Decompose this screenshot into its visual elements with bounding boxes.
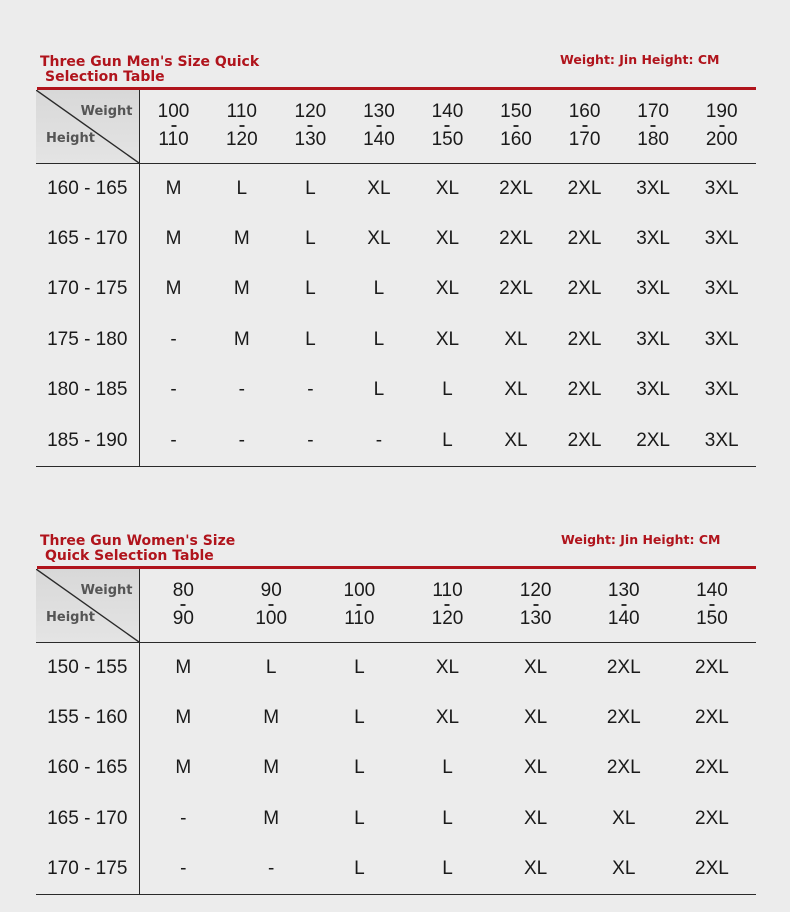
women-title-line1: Three Gun Women's Size [40, 533, 236, 549]
size-cell: - [139, 416, 208, 467]
size-cell: - [208, 416, 277, 467]
weight-from: 90 [260, 580, 282, 602]
weight-from: 100 [157, 101, 190, 123]
men-corner-height-label: Height [46, 130, 95, 146]
weight-to: 160 [500, 129, 532, 151]
size-cell: XL [435, 656, 460, 678]
size-cell: L [315, 844, 403, 895]
men-size-table [36, 90, 756, 467]
women-header-row [36, 569, 756, 642]
size-cell: 2XL [695, 656, 729, 678]
size-cell: - [227, 844, 315, 895]
size-cell: M [165, 227, 182, 249]
weight-to: 170 [568, 129, 601, 151]
height-range-label: 165 - 170 [36, 214, 139, 265]
size-cell: XL [435, 706, 460, 728]
size-cell: XL [367, 227, 391, 249]
weight-to: 130 [294, 129, 327, 151]
size-cell: XL [524, 706, 548, 728]
table-row [36, 365, 756, 416]
weight-from: 80 [172, 580, 194, 602]
size-cell: 3XL [636, 379, 670, 401]
weight-range-header [482, 90, 551, 163]
weight-range-header [315, 569, 403, 642]
size-cell: XL [504, 328, 528, 350]
size-cell: M [233, 278, 250, 300]
size-cell: - [238, 379, 245, 401]
size-cell: 2XL [567, 379, 602, 401]
weight-to: 140 [363, 129, 395, 151]
weight-to: 120 [225, 129, 258, 151]
size-cell: 2XL [567, 227, 602, 249]
weight-range-header [345, 90, 414, 163]
table-row [36, 642, 756, 693]
size-cell: L [354, 656, 365, 678]
men-units-label: Weight: Jin Height: CM [560, 52, 720, 67]
weight-from: 170 [637, 101, 669, 123]
size-cell: M [165, 177, 182, 199]
height-range-label: 160 - 165 [36, 163, 139, 214]
weight-to: 100 [255, 608, 288, 630]
size-cell: L [373, 379, 385, 401]
size-cell: L [305, 278, 316, 300]
size-cell: XL [435, 278, 460, 300]
weight-to: 130 [519, 608, 552, 630]
weight-from: 140 [696, 580, 728, 602]
men-corner-weight-label: Weight [80, 104, 133, 119]
weight-from: 110 [226, 101, 257, 123]
weight-to: 140 [607, 608, 640, 630]
weight-range-header [687, 90, 756, 163]
size-cell: XL [435, 227, 460, 249]
size-cell: L [354, 706, 365, 728]
size-cell: 3XL [704, 227, 739, 249]
weight-from: 190 [705, 101, 738, 123]
size-cell: XL [524, 807, 548, 829]
size-cell: L [413, 416, 482, 467]
weight-from: 120 [519, 580, 552, 602]
size-cell: M [263, 757, 280, 779]
weight-range-header [580, 569, 668, 642]
women-corner-height-label: Height [46, 609, 95, 625]
size-cell: 3XL [636, 227, 670, 249]
size-cell: M [263, 807, 280, 829]
size-cell: 3XL [704, 278, 739, 300]
men-corner-header [36, 90, 139, 163]
size-cell: L [373, 328, 385, 350]
size-cell: L [403, 844, 491, 895]
size-cell: 2XL [695, 706, 729, 728]
size-cell: - [307, 379, 314, 401]
size-cell: L [354, 807, 365, 829]
size-cell: M [175, 656, 192, 678]
size-cell: - [170, 328, 177, 350]
size-cell: XL [435, 328, 460, 350]
size-cell: M [233, 328, 250, 350]
weight-range-header [668, 569, 756, 642]
height-range-label: 185 - 190 [36, 416, 139, 467]
weight-to: 200 [705, 129, 738, 151]
women-corner-header [36, 569, 139, 642]
size-cell: 3XL [687, 416, 756, 467]
size-cell: L [442, 757, 453, 779]
size-cell: 2XL [606, 757, 641, 779]
size-cell: 2XL [567, 328, 602, 350]
weight-to: 150 [696, 608, 728, 630]
size-cell: 2XL [499, 278, 533, 300]
size-cell: - [180, 807, 187, 829]
size-cell: XL [524, 757, 548, 779]
weight-range-header [619, 90, 688, 163]
weight-from: 150 [500, 101, 532, 123]
size-cell: 2XL [567, 177, 602, 199]
size-cell: L [305, 177, 316, 199]
weight-range-header [276, 90, 345, 163]
weight-to: 110 [158, 129, 189, 151]
size-cell: XL [367, 177, 391, 199]
weight-from: 100 [343, 580, 376, 602]
weight-to: 110 [344, 608, 375, 630]
size-cell: 2XL [695, 807, 729, 829]
table-row [36, 743, 756, 794]
size-cell: - [345, 416, 414, 467]
size-cell: 2XL [606, 706, 641, 728]
weight-from: 160 [568, 101, 601, 123]
size-cell: 3XL [704, 177, 739, 199]
size-cell: L [354, 757, 365, 779]
size-cell: XL [612, 807, 636, 829]
men-table-title [40, 55, 259, 85]
weight-to: 180 [637, 129, 669, 151]
table-row [36, 264, 756, 315]
table-row [36, 416, 756, 467]
size-cell: 3XL [704, 379, 739, 401]
weight-from: 130 [607, 580, 640, 602]
weight-from: 140 [431, 101, 464, 123]
men-title-line1: Three Gun Men's Size Quick [40, 54, 260, 70]
size-cell: 2XL [619, 416, 688, 467]
size-cell: L [442, 379, 453, 401]
size-cell: M [175, 757, 192, 779]
height-range-label: 155 - 160 [36, 693, 139, 744]
size-cell: - [276, 416, 345, 467]
size-cell: XL [492, 844, 580, 895]
men-title-line2: Selection Table [45, 69, 165, 85]
table-row [36, 844, 756, 895]
size-cell: M [165, 278, 182, 300]
weight-to: 90 [172, 608, 194, 630]
table-row [36, 693, 756, 744]
size-cell: 2XL [567, 278, 602, 300]
women-table-body [36, 642, 756, 895]
size-cell: - [170, 379, 177, 401]
size-cell: L [305, 328, 316, 350]
height-range-label: 180 - 185 [36, 365, 139, 416]
size-cell: 2XL [668, 844, 756, 895]
men-table-body [36, 163, 756, 466]
size-cell: - [139, 844, 227, 895]
table-row [36, 794, 756, 845]
table-row [36, 163, 756, 214]
size-cell: L [305, 227, 316, 249]
size-cell: 2XL [550, 416, 619, 467]
height-range-label: 160 - 165 [36, 743, 139, 794]
weight-range-header [550, 90, 619, 163]
weight-range-header [413, 90, 482, 163]
size-cell: L [236, 177, 248, 199]
height-range-label: 165 - 170 [36, 794, 139, 845]
size-cell: XL [580, 844, 668, 895]
table-row [36, 315, 756, 366]
height-range-label: 150 - 155 [36, 642, 139, 693]
weight-range-header [139, 569, 227, 642]
height-range-label: 175 - 180 [36, 315, 139, 366]
weight-from: 110 [432, 580, 463, 602]
size-cell: 2XL [499, 227, 533, 249]
size-cell: 3XL [636, 177, 670, 199]
size-cell: XL [504, 379, 528, 401]
weight-range-header [492, 569, 580, 642]
women-table-title [40, 534, 235, 564]
weight-from: 130 [363, 101, 395, 123]
size-cell: L [373, 278, 385, 300]
size-cell: 2XL [499, 177, 533, 199]
table-row [36, 214, 756, 265]
weight-range-header [139, 90, 208, 163]
size-cell: M [175, 706, 192, 728]
weight-range-header [403, 569, 491, 642]
weight-range-header [227, 569, 315, 642]
size-cell: M [263, 706, 280, 728]
weight-to: 120 [431, 608, 464, 630]
weight-to: 150 [431, 129, 464, 151]
size-cell: 3XL [704, 328, 739, 350]
size-cell: XL [435, 177, 460, 199]
weight-range-header [208, 90, 277, 163]
size-cell: 3XL [636, 328, 670, 350]
size-cell: M [233, 227, 250, 249]
size-cell: 2XL [606, 656, 641, 678]
height-range-label: 170 - 175 [36, 844, 139, 895]
women-title-line2: Quick Selection Table [45, 548, 214, 564]
size-cell: XL [524, 656, 548, 678]
women-corner-weight-label: Weight [80, 583, 133, 598]
women-units-label: Weight: Jin Height: CM [561, 532, 721, 547]
size-cell: 3XL [636, 278, 670, 300]
size-cell: L [265, 656, 277, 678]
weight-from: 120 [294, 101, 327, 123]
size-cell: 2XL [695, 757, 729, 779]
women-size-table [36, 569, 756, 895]
men-header-row [36, 90, 756, 163]
size-cell: XL [482, 416, 551, 467]
height-range-label: 170 - 175 [36, 264, 139, 315]
size-cell: L [442, 807, 453, 829]
